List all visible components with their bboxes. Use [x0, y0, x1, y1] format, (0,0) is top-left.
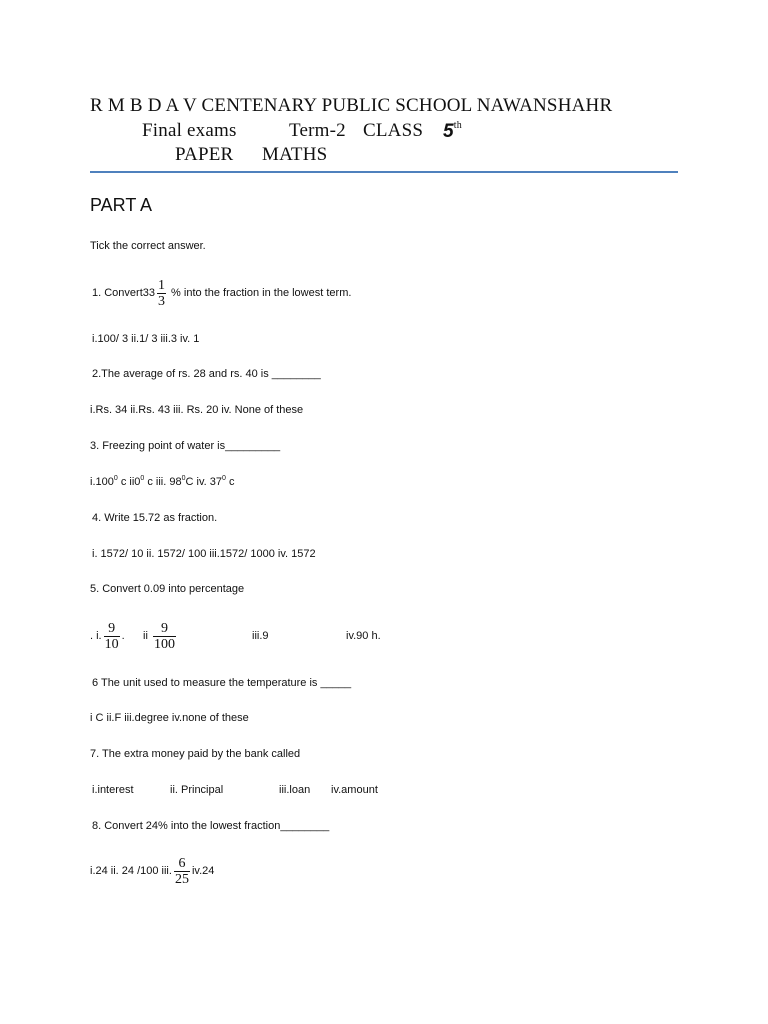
q4-options: i. 1572/ 10 ii. 1572/ 100 iii.1572/ 1000 iv. 1572 — [92, 548, 316, 560]
q5-opt-ii-pre: ii — [143, 630, 148, 642]
q8-options — [90, 854, 214, 888]
class-label: CLASS — [363, 120, 424, 141]
question-1 — [92, 276, 351, 310]
class-number-value: 5 — [443, 121, 454, 142]
q7-option-i: i.interest — [92, 784, 134, 796]
q3-opt-c: c iii. 98 — [144, 476, 182, 488]
q8-opt-pre: i.24 ii. 24 /100 iii. — [90, 865, 172, 877]
term-label: Term-2 — [289, 120, 346, 141]
question-4: 4. Write 15.72 as fraction. — [92, 512, 218, 524]
q1-fraction-den: 3 — [157, 293, 165, 309]
question-2: 2.The average of rs. 28 and rs. 40 is ________ — [92, 368, 321, 380]
question-5: 5. Convert 0.09 into percentage — [90, 583, 245, 595]
degree-sup: 0 — [113, 475, 118, 482]
question-6: 6 The unit used to measure the temperature is _____ — [92, 677, 352, 689]
q5-opt-ii-fraction — [153, 621, 176, 652]
q6-options: i C ii.F iii.degree iv.none of these — [90, 712, 249, 724]
q3-options — [90, 475, 234, 488]
header-divider — [90, 171, 678, 173]
q5-opt-i-num: 9 — [108, 620, 116, 636]
q8-fraction-num: 6 — [178, 855, 186, 871]
exam-title: Final exams — [142, 120, 237, 141]
q5-option-iii: iii.9 — [252, 630, 269, 642]
question-8: 8. Convert 24% into the lowest fraction________ — [92, 820, 330, 832]
q3-opt-b: c ii0 — [117, 476, 141, 488]
q3-opt-e: c — [225, 476, 235, 488]
part-heading: PART A — [90, 195, 153, 215]
q3-opt-a: i.100 — [90, 476, 114, 488]
degree-sup: 0 — [140, 475, 145, 482]
q5-options — [90, 619, 125, 653]
class-number — [443, 120, 462, 143]
q8-opt-post: iv.24 — [191, 865, 215, 877]
q5-option-ii — [143, 619, 178, 653]
q1-text-pre: 1. Convert33 — [92, 287, 155, 299]
q5-opt-i-post: . — [121, 630, 125, 642]
q7-option-iii: iii.loan — [279, 784, 311, 796]
q5-opt-ii-num: 9 — [160, 620, 168, 636]
instruction: Tick the correct answer. — [90, 240, 206, 252]
degree-sup: 0 — [181, 475, 186, 482]
q2-options: i.Rs. 34 ii.Rs. 43 iii. Rs. 20 iv. None of these — [90, 404, 304, 416]
q1-options: i.100/ 3 ii.1/ 3 iii.3 iv. 1 — [92, 333, 200, 345]
q1-text-post: % into the fraction in the lowest term. — [171, 287, 352, 299]
q8-fraction-den: 25 — [174, 871, 189, 887]
q1-fraction — [157, 278, 166, 309]
q7-option-iv: iv.amount — [331, 784, 378, 796]
q5-opt-i-pre: . i. — [90, 630, 102, 642]
paper-label: PAPER — [175, 144, 234, 165]
subject-name: MATHS — [262, 144, 328, 165]
school-name: R M B D A V CENTENARY PUBLIC SCHOOL NAWANSHAHR — [90, 95, 613, 116]
q5-opt-i-fraction — [104, 621, 120, 652]
q8-fraction — [174, 856, 190, 887]
q5-opt-ii-den: 100 — [153, 636, 175, 652]
question-7: 7. The extra money paid by the bank called — [90, 748, 301, 760]
question-3: 3. Freezing point of water is_________ — [90, 440, 281, 452]
q5-opt-i-den: 10 — [104, 636, 119, 652]
q3-opt-d: C iv. 37 — [185, 476, 222, 488]
q5-option-iv: iv.90 h. — [346, 630, 381, 642]
q1-fraction-num: 1 — [157, 277, 165, 293]
q7-option-ii: ii. Principal — [170, 784, 224, 796]
degree-sup: 0 — [221, 475, 226, 482]
class-suffix: th — [453, 120, 462, 131]
